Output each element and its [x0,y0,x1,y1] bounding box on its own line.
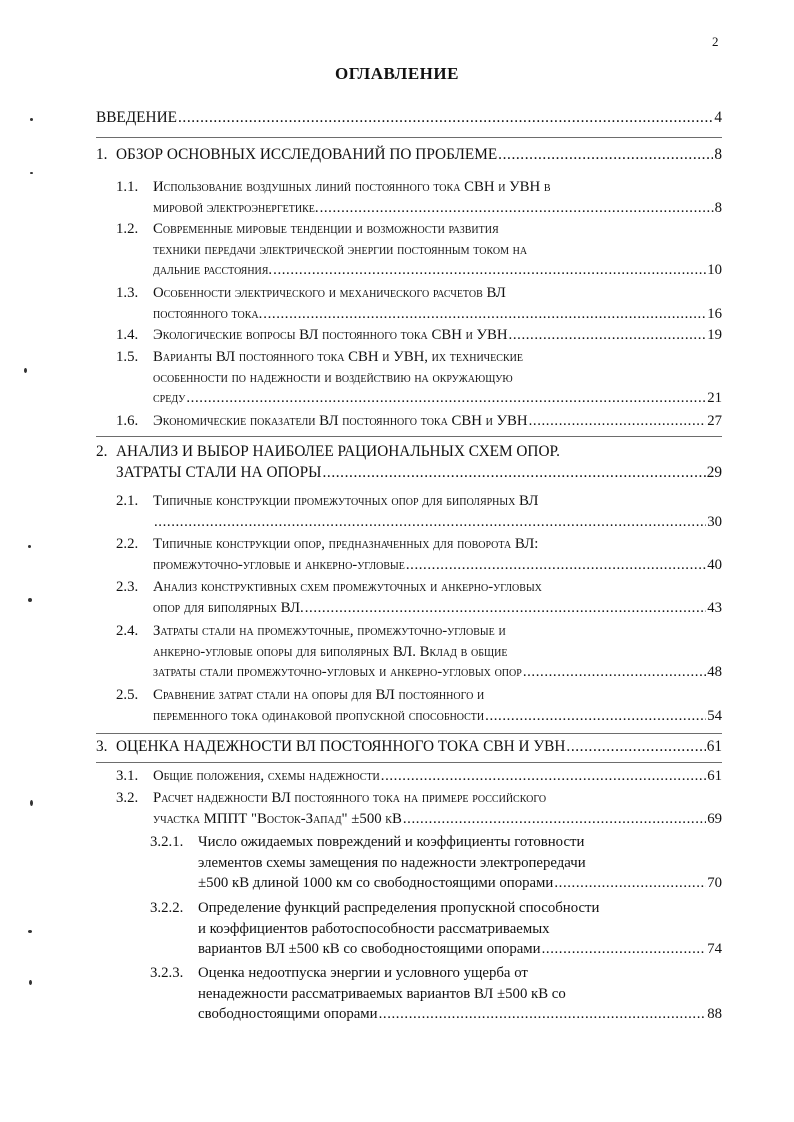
toc-entry-title: переменного тока одинаковой пропускной способности [153,707,485,724]
leader-dots [263,304,706,325]
toc-entry-3-2-1[interactable] [150,832,722,894]
scan-speck [28,598,32,602]
scan-speck [28,930,32,933]
toc-entry-title-line: Расчет надежности ВЛ постоянного тока на примере российского [153,790,547,806]
toc-entry-number: 2.4. [116,623,139,639]
toc-entry-3-2-2[interactable] [150,898,722,960]
toc-entry-2-3[interactable] [116,577,722,618]
toc-entry-number: 1.5. [116,349,139,365]
toc-entry-page: 40 [707,556,722,573]
toc-entry-page: 21 [707,390,722,406]
leader-dots [154,512,706,533]
scan-speck [30,800,33,806]
toc-entry-page: 69 [707,810,722,827]
toc-entry-title-line: Варианты ВЛ постоянного тока СВН и УВН, их технические [153,349,523,365]
toc-entry-title-line: Типичные конструкции опор, предназначенных для поворота ВЛ: [153,536,539,552]
toc-entry-number: 1.4. [116,327,139,343]
toc-entry-title: дальние расстояния. [153,262,273,278]
toc-entry-title: ±500 кВ длиной 1000 км со свободностоящими опорами [198,875,554,891]
toc-entry-1-4[interactable] [116,325,722,346]
toc-entry-title: Экономические показатели ВЛ постоянного тока СВН и УВН [153,413,528,429]
toc-entry-1[interactable] [96,145,722,166]
toc-entry-title: ВВЕДЕНИЕ [96,109,177,126]
leader-dots [379,1004,707,1025]
section-rule [96,762,722,763]
toc-entry-title-line: Определение функций распределения пропускной способности [198,900,600,916]
toc-entry-title-line: Современные мировые тенденции и возможности развития [153,221,499,237]
toc-entry-number: 3.2.1. [150,834,184,850]
toc-entry-page: 43 [707,599,722,616]
toc-entry-1-1[interactable] [116,177,722,218]
page-number: 2 [712,34,719,49]
toc-entry-page: 16 [707,305,722,322]
toc-entry-title-line: Использование воздушных линий постоянного тока СВН и УВН в [153,179,551,195]
toc-entry-title: свободностоящими опорами [198,1006,378,1022]
toc-entry-title-line: ненадежности рассматриваемых вариантов ВЛ ±500 кВ со [198,985,566,1002]
toc-entry-number: 3.2.3. [150,965,184,981]
toc-entry-title: среду [153,390,186,406]
toc-entry-2-5[interactable] [116,685,722,726]
scan-speck [30,118,33,121]
toc-entry-page: 61 [707,768,722,784]
toc-entry-title-line: Оценка недоотпуска энергии и условного ущерба от [198,965,528,981]
toc-entry-title-line: анкерно-угловые опоры для биполярных ВЛ. Вклад в общие [153,643,508,660]
scan-speck [30,172,33,174]
toc-entry-3-2[interactable] [116,788,722,829]
toc-entry-page: 48 [707,664,722,680]
leader-dots [322,463,705,484]
toc-entry-title-line: и коэффициентов работоспособности рассматриваемых [198,920,550,937]
leader-dots [320,198,714,219]
toc-entry-3-1[interactable] [116,766,722,787]
toc-entry-number: 1.2. [116,221,139,237]
toc-entry-number: 2. [96,443,108,460]
toc-entry-1-6[interactable] [116,411,722,432]
toc-entry-1-3[interactable] [116,283,722,324]
leader-dots [381,766,706,787]
toc-entry-page: 88 [707,1006,722,1022]
toc-entry-2[interactable] [96,442,722,483]
toc-entry-title: Экологические вопросы ВЛ постоянного тока СВН и УВН [153,327,508,343]
scan-speck [29,980,32,985]
toc-entry-page: 19 [707,327,722,343]
toc-entry-number: 2.2. [116,536,139,552]
leader-dots [523,662,706,683]
leader-dots [485,706,706,727]
toc-entry-page: 8 [714,199,722,216]
toc-entry-3-2-3[interactable] [150,963,722,1025]
toc-entry-number: 2.1. [116,493,139,509]
toc-entry-number: 3. [96,738,108,755]
toc-entry-page: 30 [707,513,722,530]
leader-dots [406,555,706,576]
toc-entry-title: затраты стали промежуточно-угловых и анкерно-угловых опор [153,664,522,680]
toc-entry-number: 3.2. [116,790,139,806]
toc-entry-title: ОБЗОР ОСНОВНЫХ ИССЛЕДОВАНИЙ ПО ПРОБЛЕМЕ [116,146,498,163]
section-rule [96,137,722,138]
toc-entry-1-2[interactable] [116,219,722,281]
section-rule [96,733,722,734]
toc-entry-introduction[interactable] [96,108,722,129]
toc-entry-title: Общие положения, схемы надежности [153,768,380,784]
toc-entry-page: 8 [714,146,722,163]
toc-entry-number: 2.3. [116,579,139,595]
toc-entry-1-5[interactable] [116,347,722,409]
toc-entry-number: 1.6. [116,413,139,429]
toc-entry-title-line: Число ожидаемых повреждений и коэффициенты готовности [198,834,585,850]
leader-dots [566,737,705,758]
toc-entry-number: 2.5. [116,687,139,703]
leader-dots [403,809,706,830]
toc-entry-page: 27 [707,413,722,429]
toc-entry-title: мировой электроэнергетике. [153,199,319,216]
toc-entry-title-line: особенности по надежности и воздействию на окружающую [153,369,513,386]
leader-dots [305,598,706,619]
toc-entry-title: ЗАТРАТЫ СТАЛИ НА ОПОРЫ [116,463,322,481]
toc-entry-title-line: АНАЛИЗ И ВЫБОР НАИБОЛЕЕ РАЦИОНАЛЬНЫХ СХЕМ ОПОР. [116,443,560,460]
toc-entry-3[interactable] [96,737,722,758]
toc-entry-title: промежуточно-угловые и анкерно-угловые [153,556,405,573]
toc-entry-page: 61 [706,738,722,755]
toc-entry-title-line: Сравнение затрат стали на опоры для ВЛ постоянного и [153,687,485,703]
toc-entry-title-line: Особенности электрического и механического расчетов ВЛ [153,285,506,301]
toc-entry-number: 1.3. [116,285,139,301]
leader-dots [529,411,707,432]
toc-entry-page: 74 [707,941,722,957]
leader-dots [554,873,706,894]
toc-entry-title-line: Типичные конструкции промежуточных опор для биполярных ВЛ [153,493,539,509]
section-rule [96,436,722,437]
leader-dots [509,325,707,346]
toc-entry-title-line: Анализ конструктивных схем промежуточных и анкерно-угловых [153,579,542,595]
page-title: ОГЛАВЛЕНИЕ [335,64,459,83]
toc-entry-title-line: элементов схемы замещения по надежности электропередачи [198,854,586,871]
scan-speck [24,368,27,373]
toc-entry-page: 10 [707,262,722,278]
toc-entry-page: 54 [707,707,722,724]
toc-entry-number: 1. [96,146,108,163]
toc-entry-2-1[interactable] [116,491,722,532]
scan-speck [28,545,31,548]
toc-entry-2-2[interactable] [116,534,722,575]
toc-entry-2-4[interactable] [116,621,722,683]
toc-entry-title-line: Затраты стали на промежуточные, промежуточно-угловые и [153,623,506,639]
toc-entry-title-line: техники передачи электрической энергии постоянным током на [153,241,528,258]
leader-dots [542,939,707,960]
leader-dots [186,388,706,409]
toc-entry-number: 3.2.2. [150,900,184,916]
leader-dots [273,260,706,281]
toc-entry-page: 4 [714,109,722,126]
toc-entry-number: 1.1. [116,179,139,195]
leader-dots [498,145,713,166]
toc-entry-number: 3.1. [116,768,139,784]
toc-entry-title: опор для биполярных ВЛ. [153,599,304,616]
toc-entry-page: 70 [707,875,722,891]
toc-entry-title: участка МППТ "Восток-Запад" ±500 кВ [153,810,402,827]
toc-entry-page: 29 [706,463,722,481]
leader-dots [178,108,713,129]
toc-entry-title: постоянного тока. [153,305,263,322]
toc-entry-title: вариантов ВЛ ±500 кВ со свободностоящими опорами [198,941,541,957]
toc-entry-title: ОЦЕНКА НАДЕЖНОСТИ ВЛ ПОСТОЯННОГО ТОКА СВН И УВН [116,738,566,755]
